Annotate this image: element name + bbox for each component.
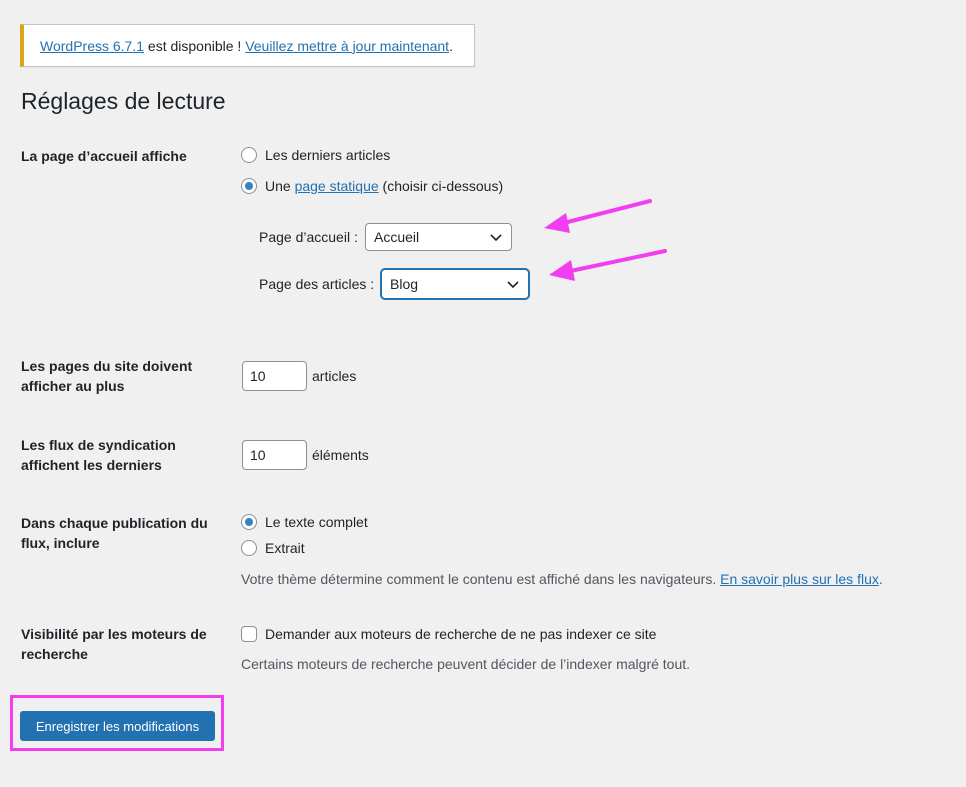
search-visibility-label: Visibilité par les moteurs de recherche [21, 626, 207, 662]
static-page-link[interactable]: page statique [294, 178, 379, 194]
radio-full-text-control[interactable] [241, 514, 257, 530]
posts-per-page-unit: articles [312, 368, 357, 384]
wordpress-version-link[interactable]: WordPress 6.7.1 [40, 37, 145, 54]
radio-excerpt[interactable] [241, 540, 305, 556]
feed-count-input[interactable]: 10 [242, 440, 307, 470]
radio-static-suffix: (choisir ci-dessous) [378, 178, 504, 194]
radio-excerpt-control[interactable] [241, 540, 257, 556]
discourage-indexing-checkbox[interactable] [241, 626, 656, 642]
posts-page-select[interactable] [381, 269, 529, 299]
radio-static-prefix: Une [265, 178, 295, 194]
update-now-link[interactable]: Veuillez mettre à jour maintenant [245, 37, 450, 54]
discourage-indexing-checkbox-control[interactable] [241, 626, 257, 642]
homepage-select-label: Page d’accueil : [259, 229, 358, 245]
posts-per-page-input[interactable]: 10 [242, 361, 307, 391]
notice-end: . [449, 37, 453, 54]
feed-content-label: Dans chaque publication du flux, inclure [21, 515, 208, 551]
radio-full-text-label: Le texte complet [265, 514, 368, 530]
annotation-arrow-posts-page [545, 245, 670, 290]
radio-static-page[interactable] [241, 178, 503, 194]
chevron-down-icon [506, 277, 520, 291]
posts-per-page-label: Les pages du site doivent afficher au plus [21, 358, 193, 394]
annotation-arrow-homepage [540, 195, 655, 240]
search-visibility-description: Certains moteurs de recherche peuvent décider de l’indexer malgré tout. [241, 656, 691, 672]
feed-count-label: Les flux de syndication affichent les derniers [21, 437, 176, 473]
learn-more-feeds-link[interactable]: En savoir plus sur les flux [720, 571, 879, 587]
homepage-select[interactable] [365, 223, 512, 251]
feed-count-unit: éléments [312, 447, 369, 463]
page-title: Réglages de lecture [21, 88, 226, 114]
notice-text: est disponible ! [144, 37, 246, 54]
radio-latest-posts-control[interactable] [241, 147, 257, 163]
homepage-select-value: Accueil [374, 229, 420, 245]
feed-description [241, 571, 883, 587]
discourage-indexing-label: Demander aux moteurs de recherche de ne pas indexer ce site [265, 626, 657, 642]
feed-description-end: . [878, 571, 883, 587]
posts-page-select-value: Blog [390, 276, 419, 292]
update-notice [20, 24, 475, 67]
chevron-down-icon [489, 230, 503, 244]
radio-excerpt-label: Extrait [265, 540, 305, 556]
front-page-label: La page d’accueil affiche [21, 148, 187, 164]
save-button[interactable]: Enregistrer les modifications [20, 711, 215, 741]
radio-full-text[interactable] [241, 514, 368, 530]
radio-latest-posts-label: Les derniers articles [265, 147, 391, 163]
feed-description-text: Votre thème détermine comment le contenu est affiché dans les navigateurs. [241, 571, 721, 587]
radio-static-page-control[interactable] [241, 178, 257, 194]
posts-page-select-label: Page des articles : [259, 276, 375, 292]
radio-latest-posts[interactable] [241, 147, 390, 163]
